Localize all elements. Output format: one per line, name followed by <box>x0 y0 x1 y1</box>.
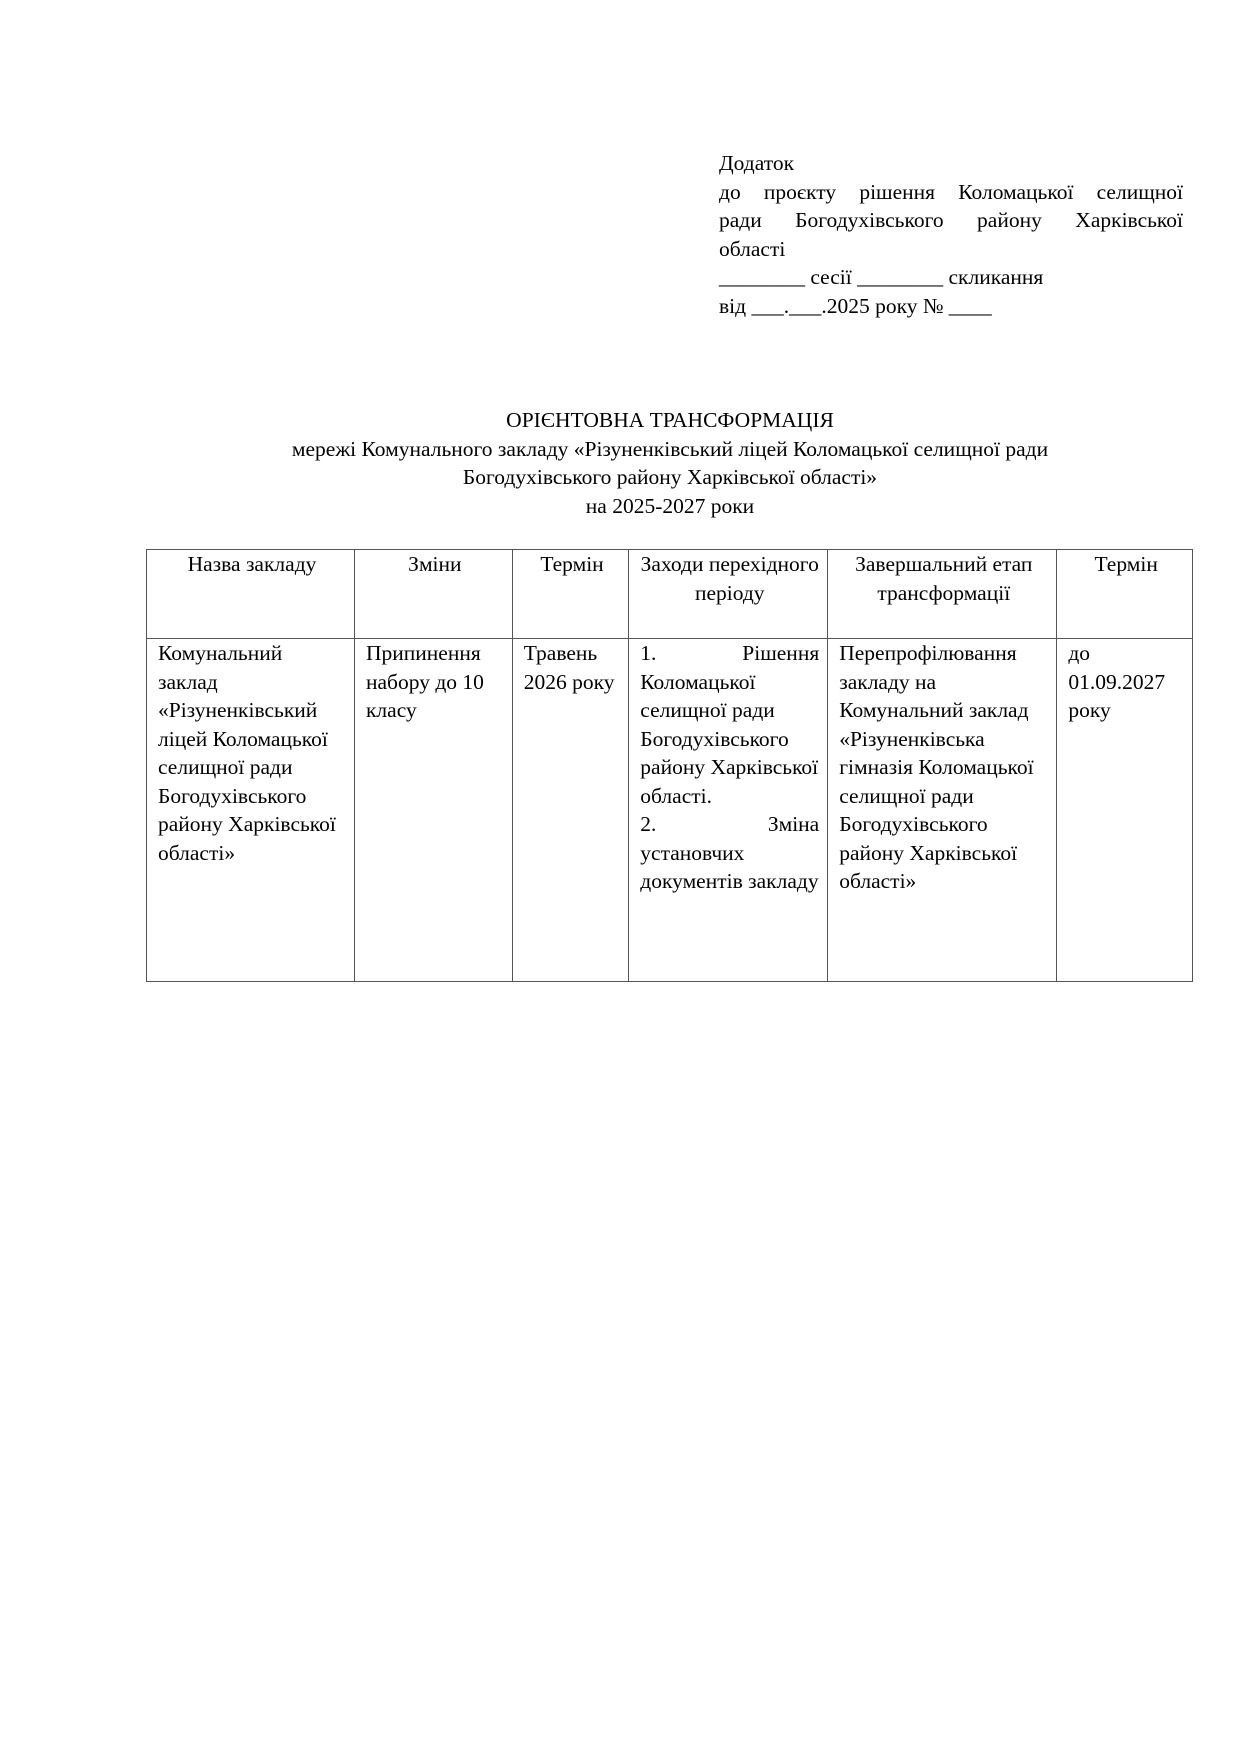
measure-step-1-first-word: Рішення <box>742 641 820 665</box>
cell-institution-name: Комунальний заклад «Різуненківський ліцей Коломацької селищної ради Богодухівського району Харківської області» <box>147 639 355 982</box>
measure-step-2-text: установчих документів закладу <box>640 840 819 893</box>
header-changes: Зміни <box>354 550 512 639</box>
document-subtitle-line2: Богодухівського району Харківської області» <box>462 465 878 489</box>
cell-transition-measures <box>629 639 828 982</box>
header-final-stage: Завершальний етап трансформації <box>828 550 1057 639</box>
appendix-line-council: ради Богодухівського району Харківської <box>719 208 1183 232</box>
measure-step-1-number: 1. <box>640 641 657 665</box>
header-term: Термін <box>512 550 629 639</box>
header-institution-name: Назва закладу <box>147 550 355 639</box>
appendix-line-session: ________ сесії ________ скликання <box>719 265 1044 289</box>
appendix-label: Додаток <box>719 151 795 175</box>
header-transition-measures: Заходи перехідного періоду <box>629 550 828 639</box>
cell-changes: Припинення набору до 10 класу <box>354 639 512 982</box>
cell-term: Травень 2026 року <box>512 639 629 982</box>
cell-final-term: до 01.09.2027 року <box>1057 639 1193 982</box>
measure-step-2-number: 2. <box>640 812 657 836</box>
document-title-block <box>146 406 1194 520</box>
table-header-row <box>147 550 1193 639</box>
cell-final-stage: Перепрофілювання закладу на Комунальний заклад «Різуненківська гімназія Коломацької селищної ради Богодухівського району Харківської області» <box>828 639 1057 982</box>
measure-step-2-first-word: Зміна <box>767 812 820 836</box>
table-row <box>147 639 1193 982</box>
document-subtitle-period: на 2025-2027 роки <box>585 493 755 518</box>
appendix-line-project: до проєкту рішення Коломацької селищної <box>719 179 1183 204</box>
transformation-table <box>146 549 1193 982</box>
measure-step-1 <box>640 639 819 810</box>
measure-step-2 <box>640 810 819 896</box>
document-subtitle-line1: мережі Комунального закладу «Різуненківський ліцей Коломацької селищної ради <box>291 436 1049 461</box>
appendix-block <box>719 149 1183 320</box>
appendix-line-region: області <box>719 236 786 261</box>
appendix-line-date: від ___.___.2025 року № ____ <box>719 293 992 318</box>
document-title: ОРІЄНТОВНА ТРАНСФОРМАЦІЯ <box>506 408 834 432</box>
measure-step-1-text: Коломацької селищної ради Богодухівського району Харківської області. <box>640 669 819 808</box>
header-final-term: Термін <box>1057 550 1193 639</box>
